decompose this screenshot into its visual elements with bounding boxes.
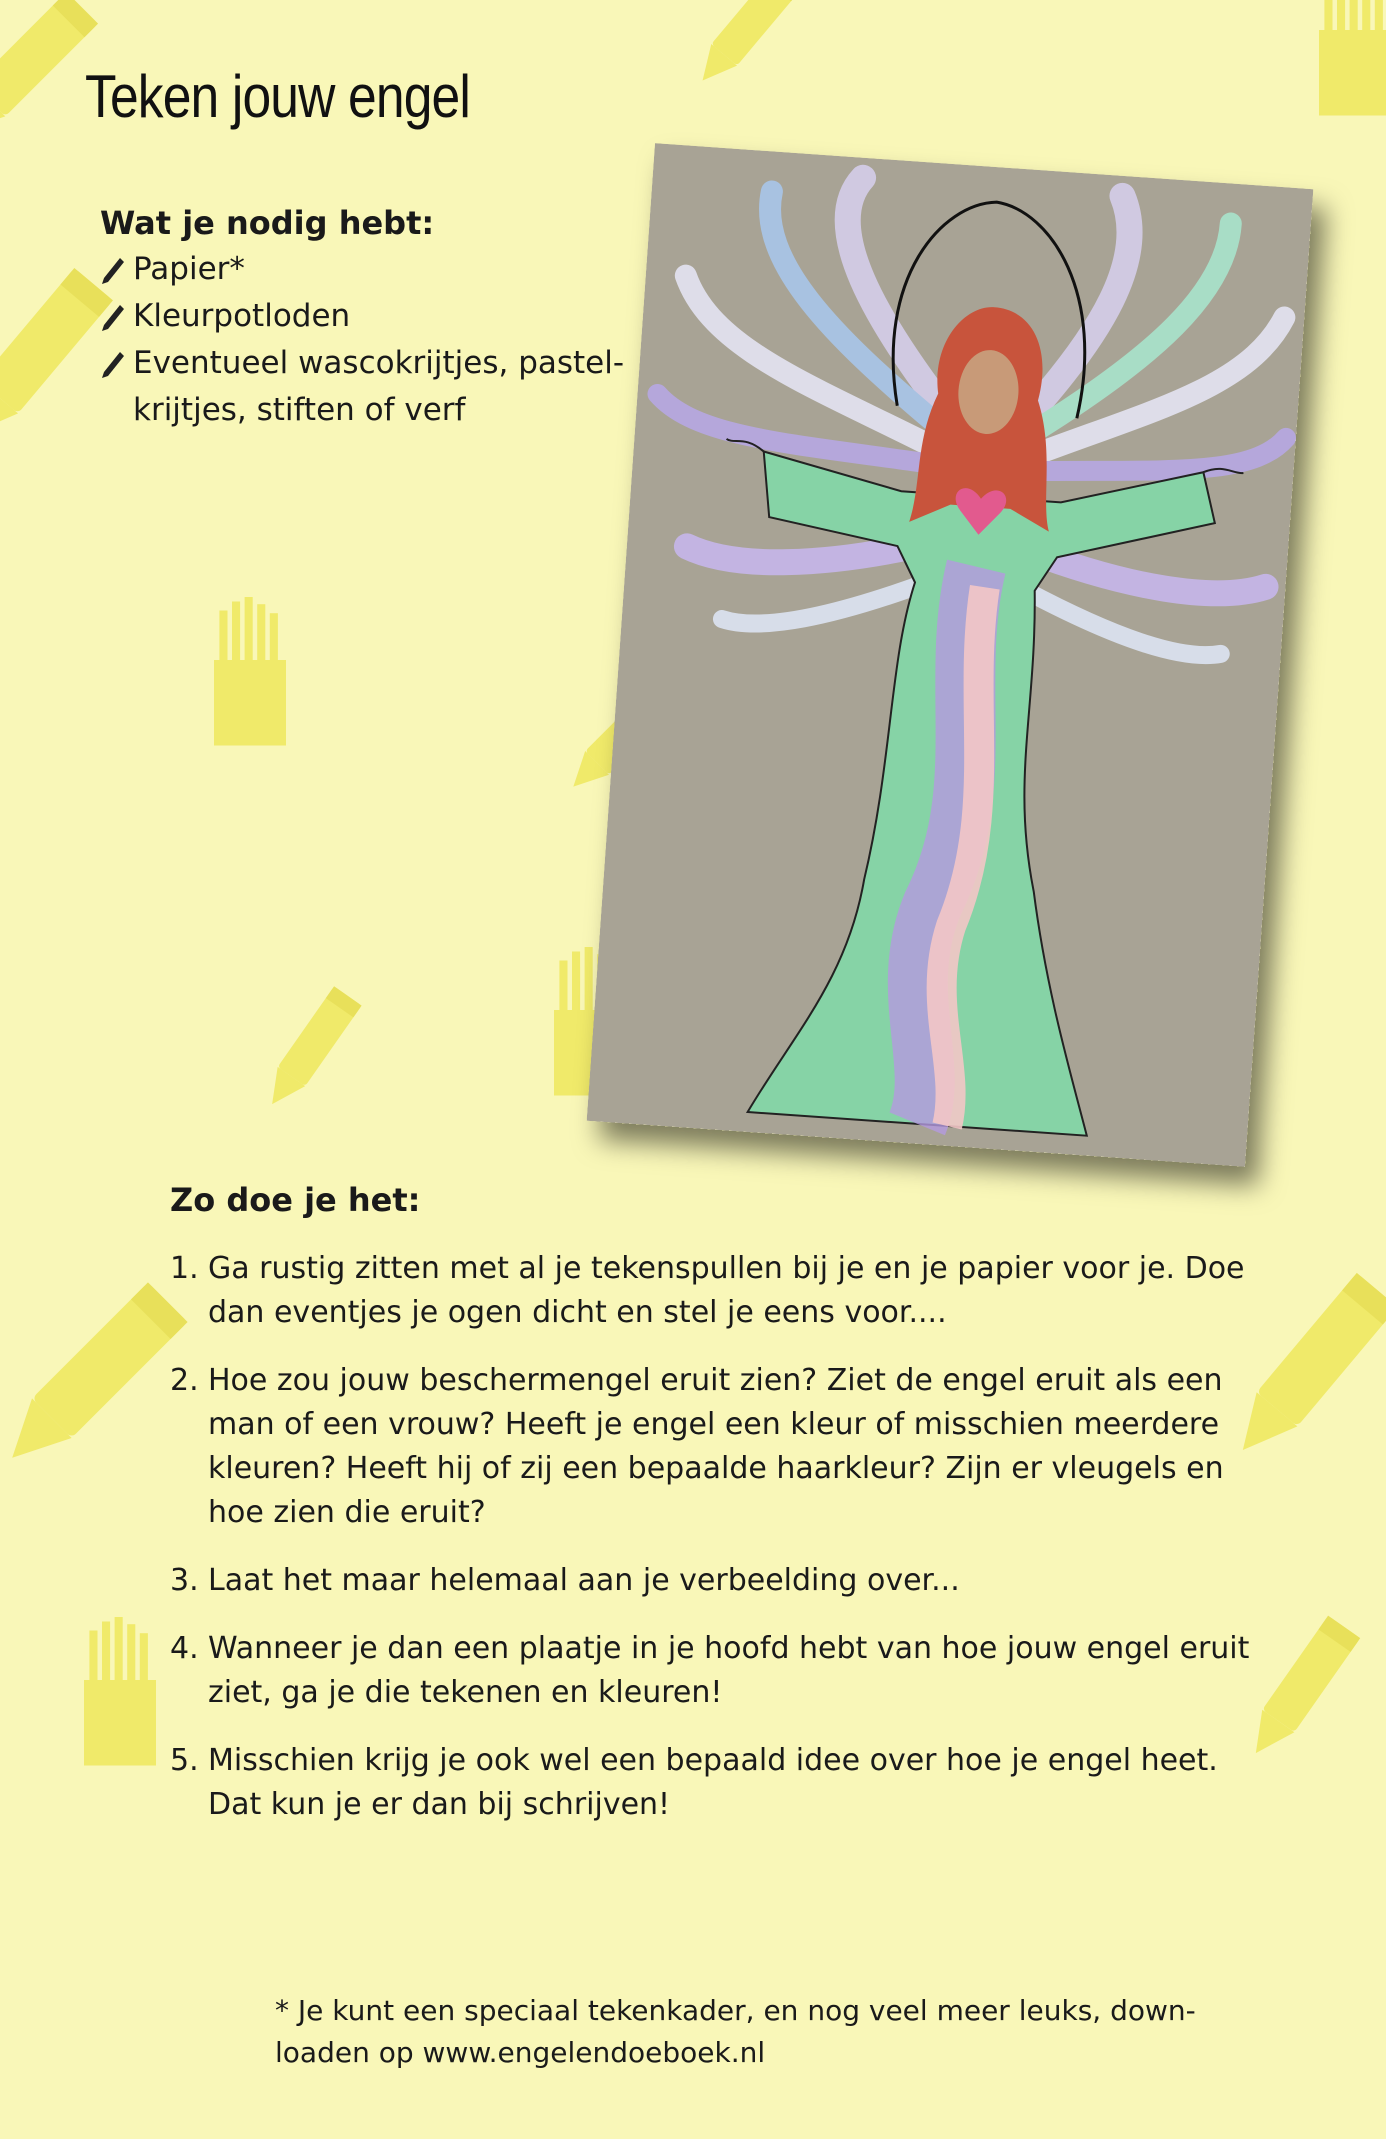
list-item [170, 1739, 1280, 1827]
step-text: Misschien krijg je ook wel een bepaald idee over hoe je engel heet. Dat kun je er dan bij schrijven! [208, 1743, 1218, 1822]
pencil-icon [690, 0, 801, 91]
instructions-heading: Zo doe je het: [170, 1181, 421, 1219]
material-label: Papier* [133, 251, 245, 287]
pencil-cup-icon [214, 597, 286, 746]
materials-list [100, 246, 660, 434]
step-number: 4. [170, 1631, 199, 1666]
step-text: Ga rustig zitten met al je tekenspullen bij je en je papier voor je. Doe dan eventjes je ogen dicht en stel je eens voor.... [208, 1251, 1245, 1330]
instructions-list [170, 1247, 1280, 1827]
list-item [170, 1627, 1280, 1715]
list-item [100, 293, 660, 340]
footnote: * Je kunt een speciaal tekenkader, en nog veel meer leuks, down-loaden op www.engelendoeboek.nl [275, 1994, 1196, 2069]
step-number: 1. [170, 1251, 199, 1286]
pencil-cup-icon [84, 1617, 156, 1766]
pencil-icon [258, 986, 361, 1113]
step-number: 2. [170, 1363, 199, 1398]
pencil-icon [100, 350, 126, 380]
step-text: Hoe zou jouw beschermengel eruit zien? Ziet de engel eruit als een man of een vrouw? Heeft je engel een kleur of misschien meerdere kleuren? Heeft hij of zij een bepaalde haarkleur? Zijn er vleugels en hoe zien die eruit? [208, 1363, 1224, 1530]
list-item [170, 1559, 1280, 1603]
pencil-icon [100, 303, 126, 333]
list-item [170, 1359, 1280, 1535]
step-number: 3. [170, 1563, 199, 1598]
material-label: Kleurpotloden [133, 298, 351, 334]
pencil-icon [0, 1282, 188, 1477]
list-item [170, 1247, 1280, 1335]
step-text: Laat het maar helemaal aan je verbeelding over... [208, 1563, 960, 1598]
pencil-icon [100, 256, 126, 286]
list-item [100, 246, 660, 293]
pencil-icon [0, 0, 98, 148]
pencil-cup-icon [1319, 0, 1386, 115]
materials-heading: Wat je nodig hebt: [100, 204, 435, 242]
page-title: Teken jouw engel [85, 63, 470, 130]
angel-drawing [587, 143, 1314, 1167]
instructions-section [170, 1178, 1280, 1851]
materials-section [100, 200, 660, 434]
step-number: 5. [170, 1743, 199, 1778]
step-text: Wanneer je dan een plaatje in je hoofd hebt van hoe jouw engel eruit ziet, ga je die tekenen en kleuren! [208, 1631, 1250, 1710]
list-item [100, 340, 660, 434]
material-label: Eventueel wascokrijtjes, pastel-krijtjes, stiften of verf [133, 345, 625, 428]
pencil-icon [0, 268, 113, 452]
